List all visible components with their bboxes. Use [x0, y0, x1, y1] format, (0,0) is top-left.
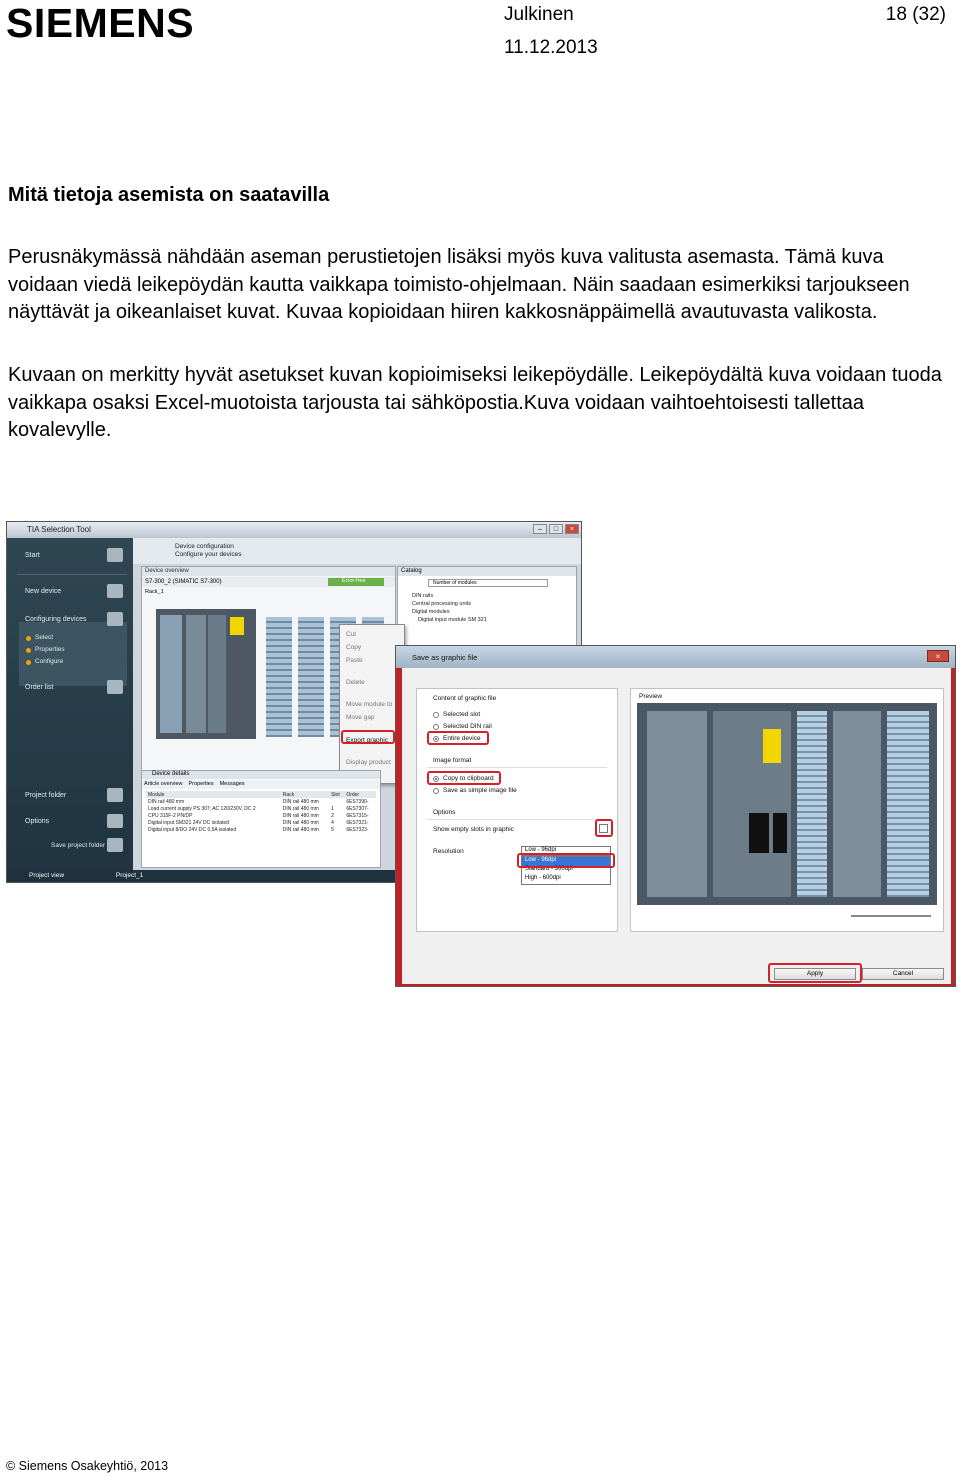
table-cell: Digital input 8/DO 24V DC 0,5A isolated — [148, 826, 237, 833]
minimize-icon: – — [533, 524, 547, 534]
configuring-icon — [107, 612, 123, 626]
sidebar-item-order-list: Order list — [25, 684, 54, 691]
io-module-graphic — [887, 711, 929, 897]
option-selected-slot: Selected slot — [443, 711, 481, 718]
table-cell: DIN rail 480 mm — [282, 819, 319, 826]
options-label: Options — [433, 809, 456, 816]
option-copy-to-clipboard: Copy to clipboard — [443, 775, 494, 782]
new-device-icon — [107, 584, 123, 598]
preview-image — [637, 703, 937, 905]
article-table — [146, 791, 376, 833]
bullet-icon — [26, 636, 31, 641]
apply-highlight — [768, 963, 862, 983]
menu-item-display-product[interactable]: Display product — [346, 759, 391, 766]
column-header: Module — [146, 791, 281, 798]
siemens-logo: SIEMENS — [6, 0, 195, 46]
window-controls — [533, 524, 579, 534]
table-row[interactable] — [146, 805, 376, 812]
cpu-yellow-label — [763, 729, 781, 763]
maximize-icon: □ — [549, 524, 563, 534]
option-save-simple-image: Save as simple image file — [443, 787, 517, 794]
section-divider — [427, 767, 607, 768]
sidebar-item-configuring: Configuring devices — [25, 616, 87, 623]
project-name: Project_1 — [115, 872, 144, 879]
copy-to-clipboard-highlight — [427, 771, 501, 785]
order-list-icon — [107, 680, 123, 694]
catalog-header: Catalog — [398, 567, 576, 576]
device-details-header: Device details — [142, 771, 380, 779]
document-date: 11.12.2013 — [504, 37, 598, 58]
footer-copyright: © Siemens Osakeyhtiö, 2013 — [6, 1459, 169, 1473]
cpu-status-label — [230, 617, 244, 635]
menu-item-move-gap[interactable]: Move gap — [346, 714, 375, 721]
device-name: S7-300_2 (SIMATIC S7-300) — [142, 577, 395, 587]
io-module-graphic — [797, 711, 827, 897]
menu-item-cut[interactable]: Cut — [346, 631, 357, 638]
resolution-highlight — [517, 853, 615, 868]
image-format-label: Image format — [433, 757, 472, 764]
sidebar-item-start: Start — [25, 552, 40, 559]
tia-topbar — [133, 538, 582, 564]
sidebar-item-project-folder: Project folder — [25, 792, 67, 799]
table-cell: CPU 315F-2 PN/DP — [148, 812, 193, 819]
entire-device-highlight — [427, 731, 489, 745]
dialog-body — [402, 668, 951, 984]
close-icon: × — [565, 524, 579, 534]
column-header: Order — [344, 791, 376, 798]
topbar-subtitle: Configure your devices — [175, 551, 242, 558]
topbar-title: Device configuration — [175, 543, 234, 550]
project-view-label[interactable]: Project view — [29, 872, 65, 879]
memory-card-slot — [773, 813, 787, 853]
paragraph-1: Perusnäkymässä nähdään aseman perustietojen lisäksi myös kuva valitusta asemasta. Tämä kuva voidaan viedä leikepöydän kautta vaikkapa toimisto-ohjelmaan. Näin saadaan esimerkiksi tarjoukseen näyttävät ja oikeanlaiset kuvat. Kuvaa kopioidaan hiiren kakkosnäppäimellä avautuvasta valikosta. — [8, 246, 910, 323]
table-header-row — [146, 791, 376, 798]
table-row[interactable] — [146, 798, 376, 805]
io-module — [298, 617, 324, 737]
device-overview-header: Device overview — [142, 567, 395, 576]
device-details-tabs — [142, 780, 380, 789]
menu-item-delete[interactable]: Delete — [346, 679, 365, 686]
catalog-item[interactable]: Digital modules — [412, 609, 450, 615]
menu-item-copy[interactable]: Copy — [346, 644, 362, 651]
power-supply-graphic — [647, 711, 707, 897]
table-cell: DIN rail 480 mm — [148, 798, 185, 805]
table-cell: 6ES7321- — [346, 819, 369, 826]
table-row[interactable] — [146, 812, 376, 819]
error-free-badge: Error-free — [328, 578, 384, 586]
dropdown-option-low[interactable]: Low - 96dpi — [522, 857, 610, 866]
options-icon — [107, 814, 123, 828]
cpu-module — [186, 615, 206, 733]
bullet-icon — [26, 648, 31, 653]
table-cell: 6ES7307- — [346, 805, 369, 812]
dropdown-option-standard[interactable]: Standard - 300dpi — [525, 866, 573, 872]
sidebar-subitem-select: Select — [35, 634, 54, 641]
catalog-item[interactable]: Digital input module SM 321 — [418, 617, 487, 623]
sidebar-divider — [17, 574, 127, 575]
table-cell: DIN rail 480 mm — [282, 826, 319, 833]
rack-label: Rack_1 — [145, 589, 164, 595]
bullet-icon — [26, 660, 31, 665]
sidebar-item-options: Options — [25, 818, 50, 825]
table-cell: 5 — [331, 826, 334, 833]
tab-properties[interactable]: Properties — [188, 781, 214, 787]
module-graphic — [833, 711, 881, 897]
zoom-slider[interactable] — [851, 915, 931, 917]
resolution-select[interactable]: Low - 96dpi — [521, 846, 611, 856]
device-details-panel — [141, 770, 381, 868]
section-divider — [427, 819, 607, 820]
menu-item-move-module[interactable]: Move module to — [346, 701, 393, 708]
catalog-item[interactable]: DIN rails — [412, 593, 434, 599]
cancel-button[interactable]: Cancel — [862, 968, 944, 980]
preview-panel — [630, 688, 944, 932]
tia-sidebar — [7, 538, 133, 883]
sidebar-item-save-project-folder: Save project folder — [51, 842, 106, 849]
save-icon — [107, 838, 123, 852]
table-cell: DIN rail 480 mm — [282, 805, 319, 812]
table-row[interactable] — [146, 819, 376, 826]
table-cell — [329, 798, 344, 805]
table-cell: 6ES7390- — [346, 798, 369, 805]
table-cell: Load current supply PS 307; AC 120/230V, DC 2 — [148, 805, 256, 812]
table-cell: Digital input SM321 24V DC isolated — [148, 819, 229, 826]
table-cell: 4 — [331, 819, 334, 826]
option-entire-device: Entire device — [443, 735, 481, 742]
preview-label: Preview — [639, 693, 663, 700]
apply-button[interactable]: Apply — [774, 968, 856, 980]
section-heading: Mitä tietoja asemista on saatavilla — [8, 184, 330, 206]
table-cell: 6ES7315- — [346, 812, 369, 819]
io-module — [266, 617, 292, 737]
column-header: Slot — [329, 791, 344, 798]
paragraph-2: Kuvaan on merkitty hyvät asetukset kuvan kopioimiseksi leikepöydälle. Leikepöydältä kuva voidaan tuoda vaikkapa osaksi Excel-muotoista tarjousta tai sähköpostia.Kuva voidaan vaihtoehtoisesti tallettaa kovalevylle. — [8, 364, 942, 441]
page-number: 18 (32) — [885, 4, 946, 25]
configuring-panel — [19, 622, 127, 686]
resolution-label: Resolution — [433, 848, 464, 855]
tab-messages[interactable]: Messages — [219, 781, 245, 787]
catalog-filter[interactable]: Number of modules — [428, 579, 548, 587]
show-empty-slots-label: Show empty slots in graphic — [433, 826, 514, 833]
catalog-item[interactable]: Central processing units — [412, 601, 472, 607]
close-icon: × — [927, 650, 949, 662]
tab-article-overview[interactable]: Article overview — [144, 781, 183, 787]
menu-item-export-graphic[interactable]: Export graphic — [346, 737, 388, 744]
column-header: Rack — [281, 791, 329, 798]
memory-card-slot — [749, 813, 769, 853]
save-as-graphic-dialog-screenshot — [395, 645, 956, 987]
table-row[interactable] — [146, 826, 376, 833]
table-cell: DIN rail 480 mm — [282, 812, 319, 819]
project-folder-icon — [107, 788, 123, 802]
radio-save-simple-image — [433, 788, 439, 794]
sidebar-subitem-properties: Properties — [35, 646, 65, 653]
radio-selected-slot — [433, 712, 439, 718]
document-classification: Julkinen — [504, 4, 574, 25]
cpu-module-panel — [208, 615, 226, 733]
dialog-title: Save as graphic file — [396, 646, 955, 668]
start-icon — [107, 548, 123, 562]
checkbox-highlight — [595, 819, 613, 837]
table-cell: 1 — [331, 805, 334, 812]
export-graphic-highlight — [341, 730, 395, 744]
dropdown-option-high[interactable]: High - 600dpi — [525, 875, 561, 881]
content-label: Content of graphic file — [433, 695, 497, 702]
sidebar-item-new-device: New device — [25, 588, 62, 595]
tia-window-title: TIA Selection Tool — [7, 522, 581, 538]
menu-item-paste[interactable]: Paste — [346, 657, 363, 664]
table-cell: 2 — [331, 812, 334, 819]
table-cell: 6ES7323- — [346, 826, 369, 833]
radio-selected-din-rail — [433, 724, 439, 730]
sidebar-subitem-configure: Configure — [35, 658, 64, 665]
power-supply-module — [160, 615, 182, 733]
settings-panel — [416, 688, 618, 932]
table-cell: DIN rail 480 mm — [282, 798, 319, 805]
option-selected-din-rail: Selected DIN rail — [443, 723, 492, 730]
